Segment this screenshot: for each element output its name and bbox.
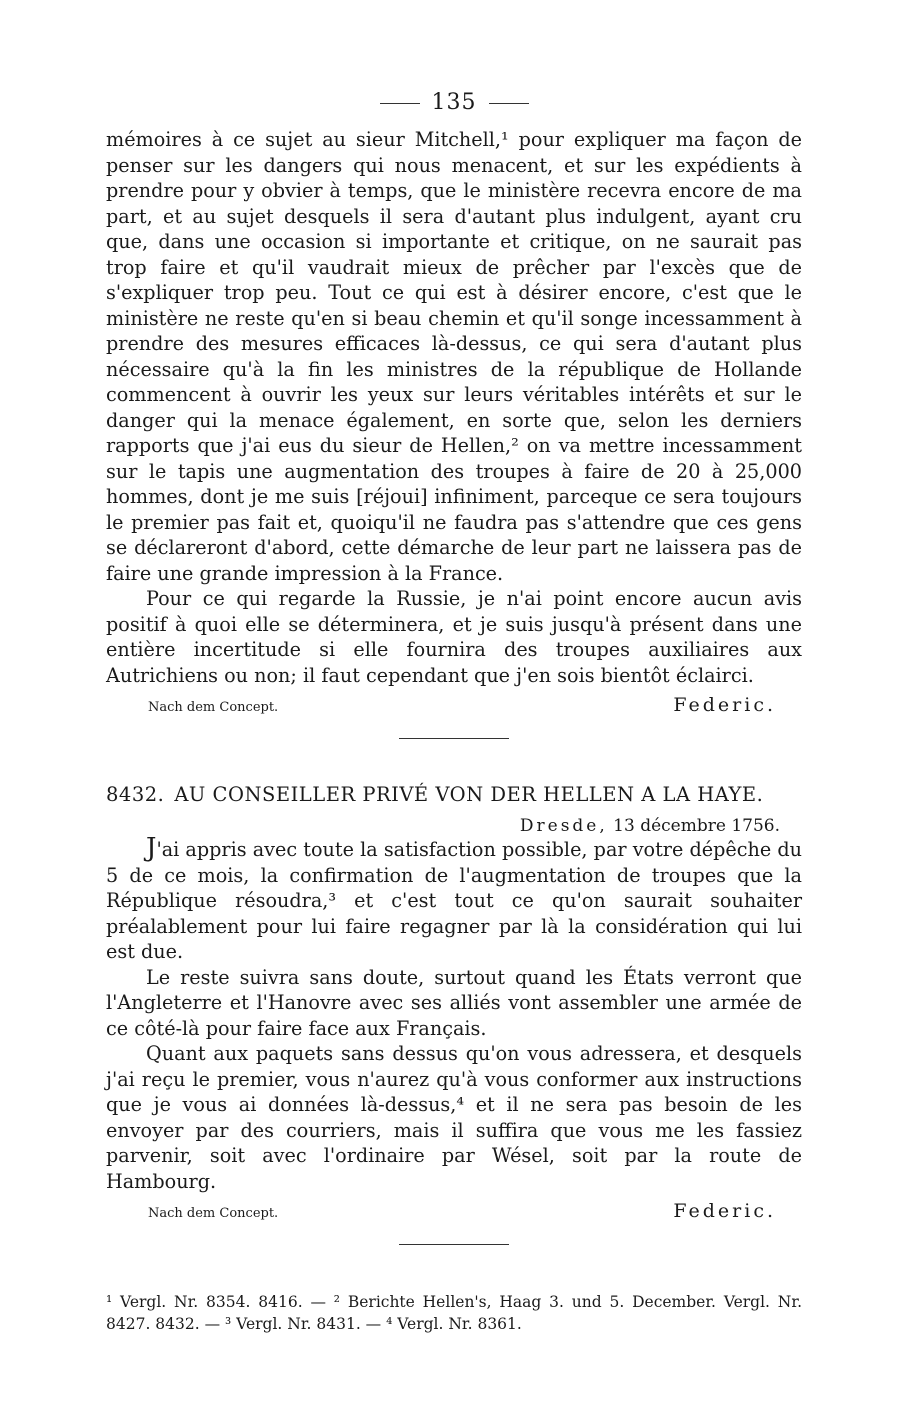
footnotes: ¹ Vergl. Nr. 8354. 8416. — ² Berichte Hellen's, Haag 3. und 5. December. Vergl. Nr. 8427. 8432. — ³ Vergl. Nr. 8431. — ⁴ Vergl. Nr. 8361. xyxy=(106,1293,802,1333)
letter2-source-note: Nach dem Concept. xyxy=(148,1206,279,1221)
letter2-dropcap: J xyxy=(146,833,157,863)
letter1-closing xyxy=(106,694,802,716)
header-dash-left xyxy=(380,103,420,104)
footnote-divider xyxy=(399,1244,509,1245)
letter1-paragraph2: Pour ce qui regarde la Russie, je n'ai point encore aucun avis positif à quoi elle se déterminera, et je suis jusqu'à présent dans une entière incertitude si elle fournira des troupes auxiliaires aux Autrichiens ou non; il faut cependant que j'en sois bientôt éclairci. xyxy=(106,587,802,687)
letter2-number: 8432. xyxy=(106,783,165,806)
document-page xyxy=(106,90,802,1335)
letter2-paragraph2: Le reste suivra sans doute, surtout quand les États verront que l'Angleterre et l'Hanovre avec ses alliés vont assembler une armée de ce côté-là pour faire face aux Français. xyxy=(106,965,802,1040)
letter1-signature: Federic. xyxy=(673,694,776,716)
header-dash-right xyxy=(489,103,529,104)
page-number: 135 xyxy=(431,90,477,115)
letter1-body: mémoires à ce sujet au sieur Mitchell,¹ pour expliquer ma façon de penser sur les dangers qui nous menacent, et sur les expédients à prendre pour y obvier à temps, que le ministère recevra encore de ma part, et au sujet desquels il sera d'autant plus indulgent, ayant cru que, dans une occasion si importante et critique, on ne saurait pas trop faire et qu'il vaudrait mieux de prêcher par l'excès que de s'expliquer trop peu. Tout ce qui est à désirer encore, c'est que le ministère ne reste qu'en si beau chemin et qu'il songe incessamment à prendre des mesures efficaces là-dessus, ce qui sera d'autant plus nécessaire qu'à la fin les ministres de la république de Hollande commencent à ouvrir les yeux sur leurs véritables intérêts et sur le danger qui la menace également, en sorte que, selon les derniers rapports que j'ai eus du sieur de Hellen,² on va mettre incessamment sur le tapis une augmentation des troupes à faire de 20 à 25,000 hommes, dont je me suis [réjoui] infiniment, parceque ce sera toujours le premier pas fait et, quoiqu'il ne faudra pas s'attendre que ces gens se déclareront d'abord, cette démarche de leur part ne laissera pas de faire une grande impression à la France. xyxy=(106,128,802,585)
letter2-heading xyxy=(106,783,802,806)
letter2-signature: Federic. xyxy=(673,1200,776,1222)
letter2-date: 13 décembre 1756. xyxy=(613,816,780,836)
letter1-source-note: Nach dem Concept. xyxy=(148,700,279,715)
letter2-paragraph1-text: 'ai appris avec toute la satisfaction possible, par votre dépêche du 5 de ce mois, la confirmation de l'augmentation de troupes que la République résoudra,³ et c'est tout ce qu'on saurait souhaiter préalablement pour lui faire regagner par là la considération qui lui est due. xyxy=(106,838,802,963)
letter2-date-city: Dresde, xyxy=(519,816,608,836)
letter2-paragraph1 xyxy=(106,833,802,965)
letter2-dateline xyxy=(106,816,802,836)
section-divider xyxy=(399,738,509,739)
letter2-title: AU CONSEILLER PRIVÉ VON DER HELLEN A LA HAYE. xyxy=(174,783,764,806)
page-header xyxy=(106,90,802,115)
letter2-paragraph3: Quant aux paquets sans dessus qu'on vous adressera, et desquels j'ai reçu le premier, vous n'aurez qu'à vous conformer aux instructions que je vous ai données là-dessus,⁴ et il ne sera pas besoin de les envoyer par des courriers, mais il suffira que vous me les fassiez parvenir, soit avec l'ordinaire par Wésel, soit par la route de Hambourg. xyxy=(106,1042,802,1193)
letter2-closing xyxy=(106,1200,802,1222)
